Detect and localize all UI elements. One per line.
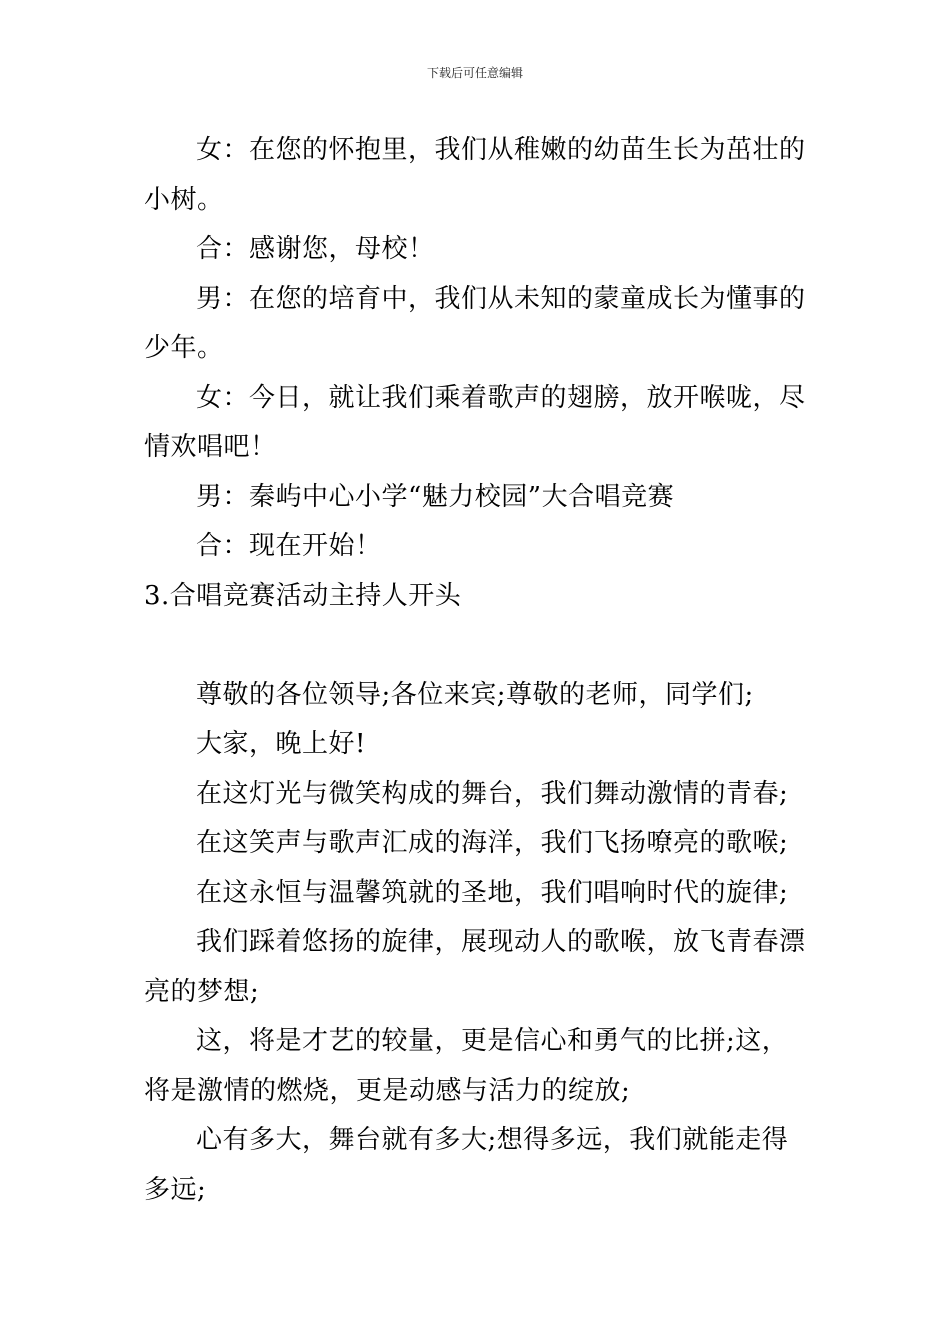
speech-paragraph: 尊敬的各位领导;各位来宾;尊敬的老师，同学们; [196,679,754,710]
dialogue-paragraph: 女：在您的怀抱里，我们从稚嫩的幼苗生长为茁壮的小树。 [144,135,806,215]
speech-paragraph: 这，将是才艺的较量，更是信心和勇气的比拼;这，将是激情的燃烧，更是动感与活力的绽放; [144,1026,789,1106]
dialogue-paragraph: 男：在您的培育中，我们从未知的蒙童成长为懂事的少年。 [144,283,806,363]
dialogue-paragraph: 女：今日，就让我们乘着歌声的翅膀，放开喉咙，尽情欢唱吧！ [144,382,806,462]
speech-paragraph: 在这笑声与歌声汇成的海洋，我们飞扬嘹亮的歌喉; [196,828,789,858]
speech-paragraph: 我们踩着悠扬的旋律，展现动人的歌喉，放飞青春漂亮的梦想; [144,927,806,1007]
page-header-note: 下载后可任意编辑 [426,66,523,80]
speech-paragraph: 在这永恒与温馨筑就的圣地，我们唱响时代的旋律; [196,877,789,908]
speech-paragraph: 大家，晚上好! [196,729,366,759]
dialogue-paragraph: 合：感谢您，母校！ [196,234,435,264]
dialogue-paragraph: 男：秦屿中心小学“魅力校园”大合唱竞赛 [196,481,675,512]
blank-line [144,621,806,671]
speech-paragraph: 在这灯光与微笑构成的舞台，我们舞动激情的青春; [196,778,789,809]
document-body [144,126,806,1215]
section-heading: 3.合唱竞赛活动主持人开头 [144,580,462,611]
speech-paragraph: 心有多大，舞台就有多大;想得多远，我们就能走得多远; [144,1125,789,1205]
dialogue-paragraph: 合：现在开始！ [196,531,382,561]
